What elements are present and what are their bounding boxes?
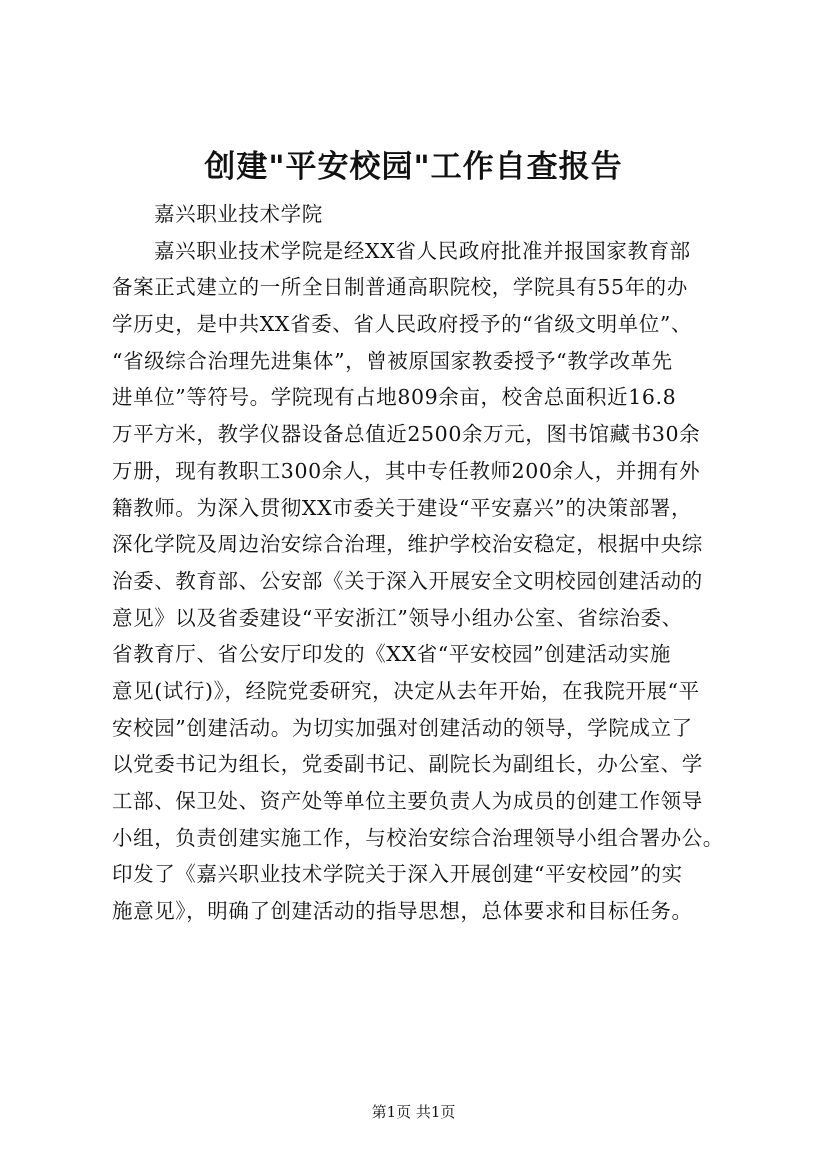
body-line: 安校园”创建活动。为切实加强对创建活动的领导，学院成立了	[112, 715, 693, 740]
body-line: 籍教师。为深入贯彻XX市委关于建设“平安嘉兴”的决策部署，	[112, 495, 693, 520]
body-line: 意见(试行)》，经院党委研究，决定从去年开始，在我院开展“平	[112, 678, 700, 703]
document-title: 创建"平安校园"工作自查报告	[204, 149, 623, 185]
author-line: 嘉兴职业技术学院	[154, 202, 323, 226]
body-line: 省教育厅、省公安厅印发的《XX省“平安校园”创建活动实施	[112, 642, 671, 667]
body-line: 万平方米，教学仪器设备总值近2500余万元，图书馆藏书30余	[112, 422, 701, 447]
body-line: “省级综合治理先进集体”，曾被原国家教委授予“教学改革先	[112, 348, 673, 373]
body-line: 深化学院及周边治安综合治理，维护学校治安稳定，根据中央综	[112, 532, 703, 557]
body-line: 进单位”等符号。学院现有占地809余亩，校舍总面积近16.8	[112, 385, 677, 410]
page-footer: 第1页 共1页	[371, 1103, 456, 1121]
body-line: 印发了《嘉兴职业技术学院关于深入开展创建“平安校园”的实	[112, 862, 683, 887]
body-line: 嘉兴职业技术学院是经XX省人民政府批准并报国家教育部	[154, 238, 691, 263]
body-line: 工部、保卫处、资产处等单位主要负责人为成员的创建工作领导	[112, 789, 703, 813]
document-body	[112, 196, 732, 930]
body-line: 学历史，是中共XX省委、省人民政府授予的“省级文明单位”、	[112, 312, 693, 337]
body-line: 小组，负责创建实施工作，与校治安综合治理领导小组合署办公。	[112, 825, 724, 850]
body-line: 施意见》，明确了创建活动的指导思想，总体要求和目标任务。	[112, 899, 693, 924]
body-line: 意见》以及省委建设“平安浙江”领导小组办公室、省综治委、	[112, 605, 683, 630]
body-line: 万册，现有教职工300余人，其中专任教师200余人，并拥有外	[112, 458, 701, 483]
body-line: 治委、教育部、公安部《关于深入开展安全文明校园创建活动的	[112, 568, 703, 593]
body-line: 以党委书记为组长，党委副书记、副院长为副组长，办公室、学	[112, 752, 703, 777]
body-line: 备案正式建立的一所全日制普通高职院校，学院具有55年的办	[112, 275, 688, 300]
